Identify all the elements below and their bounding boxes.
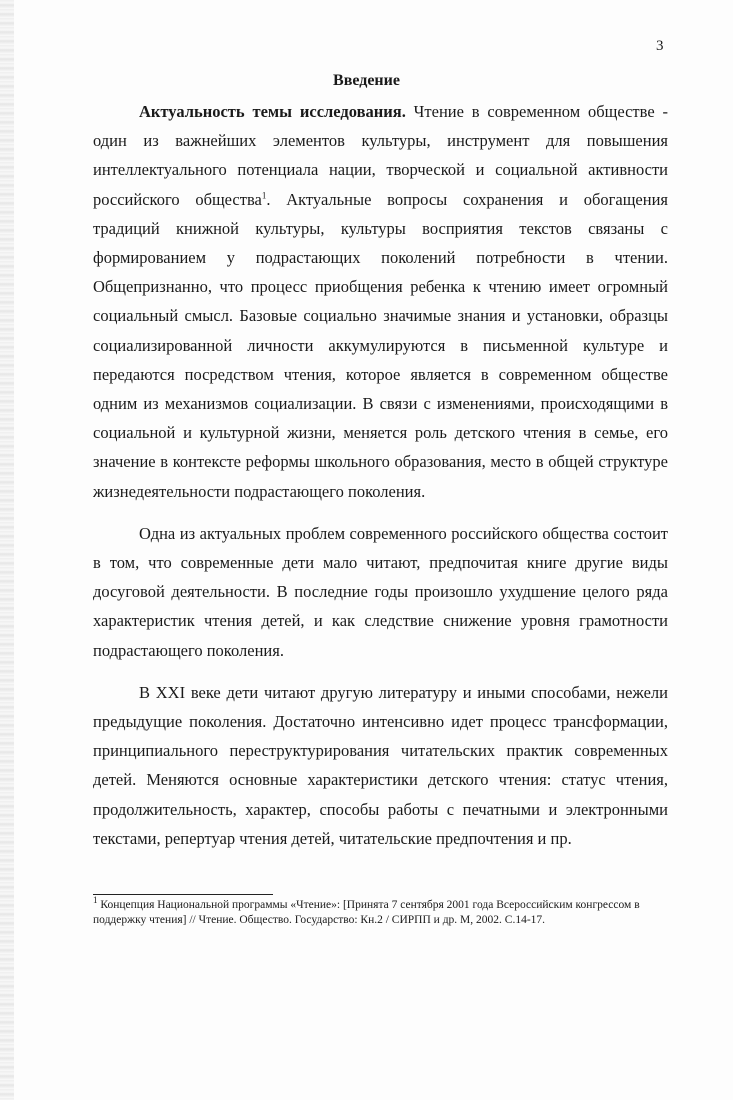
paragraph-1 <box>93 97 668 506</box>
footnote-text: Концепция Национальной программы «Чтение»: [Принята 7 сентября 2001 года Всероссийским конгрессом в поддержку чтения] // Чтение. Общество. Государство: Кн.2 / СИРПП и др. М, 2002. С.14-17. <box>93 899 640 926</box>
paragraph-3: В XXI веке дети читают другую литературу и иными способами, нежели предыдущие поколения. Достаточно интенсивно идет процесс трансформации, принципиального переструктурирования читательских практик современных детей. Меняются основные характеристики детского чтения: статус чтения, продолжительность, характер, способы работы с печатными и электронными текстами, репертуар чтения детей, читательские предпочтения и пр. <box>93 682 668 848</box>
page-title: Введение <box>333 72 400 89</box>
footnote <box>93 895 673 928</box>
page-number: 3 <box>656 38 664 54</box>
scan-edge <box>0 0 14 1100</box>
paragraph-1-text: Чтение в современном обществе - один из важнейших элементов культуры, инструмент для повышения интеллектуального потенциала нации, творческой и социальной активности российского общества <box>93 102 669 209</box>
section-lead: Актуальность темы исследования. <box>139 102 406 121</box>
paragraph-1-text-after: . Актуальные вопросы сохранения и обогащения традиций книжной культуры, культуры восприятия текстов связаны с формированием у подрастающих поколений потребности в чтении. Общепризнанно, что процесс приобщения ребенка к чтению имеет огромный социальный смысл. Базовые социально значимые знания и установки, образцы социализированной личности аккумулируются в письменной культуре и передаются посредством чтения, которое является в современном обществе одним из механизмов социализации. В связи с изменениями, происходящими в социальной и культурной жизни, меняется роль детского чтения в семье, его значение в контексте реформы школьного образования, место в общей структуре жизнедеятельности подрастающего поколения. <box>93 189 668 501</box>
body-text <box>93 97 668 853</box>
footnote-reference: 1 <box>261 190 267 201</box>
footnote-divider <box>93 894 273 895</box>
footnote-marker: 1 <box>93 895 98 906</box>
paragraph-2: Одна из актуальных проблем современного российского общества состоит в том, что современные дети мало читают, предпочитая книге другие виды досуговой деятельности. В последние годы произошло ухудшение целого ряда характеристик чтения детей, и как следствие снижение уровня грамотности подрастающего поколения. <box>93 523 668 660</box>
